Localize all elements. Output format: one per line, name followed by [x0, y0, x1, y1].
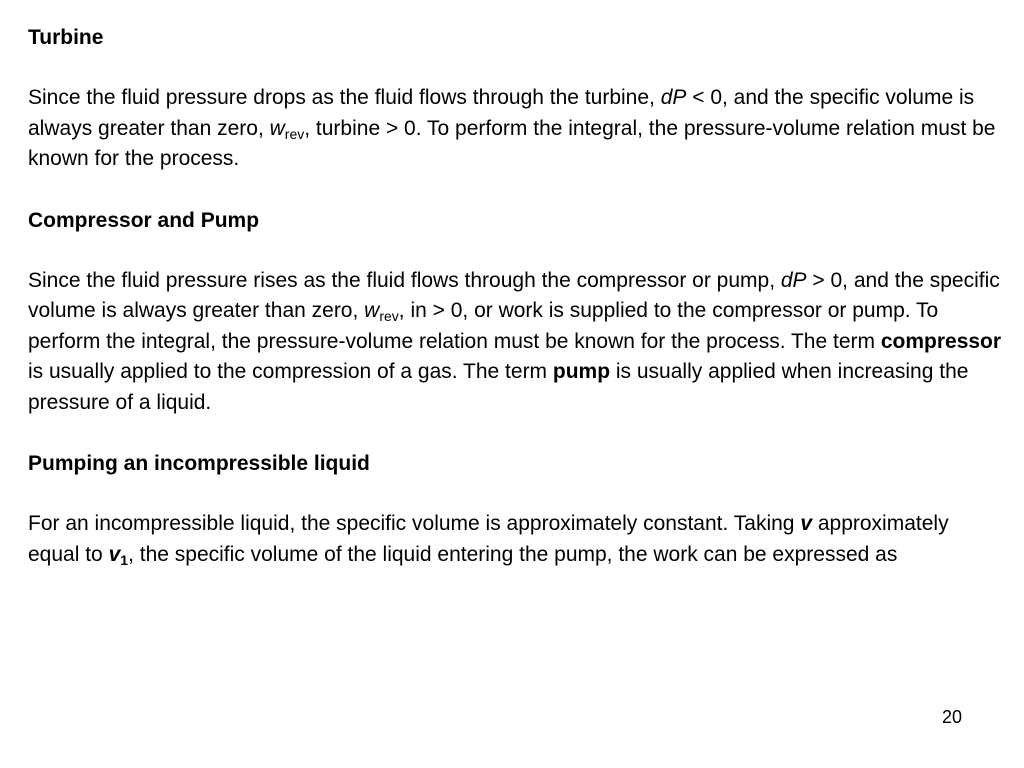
turbine-text-1: Since the fluid pressure drops as the fluid flows through the turbine, — [28, 86, 661, 109]
slide-content — [28, 22, 1003, 570]
compressor-text-1: Since the fluid pressure rises as the fluid flows through the compressor or pump, — [28, 268, 781, 292]
compressor-pump-heading: Compressor and Pump — [28, 208, 260, 232]
rev-subscript: rev — [284, 125, 305, 142]
spacer — [28, 236, 1003, 266]
spacer — [28, 53, 1003, 83]
compressor-term: compressor — [880, 329, 1002, 353]
incompressible-paragraph — [28, 509, 1003, 570]
turbine-paragraph — [28, 83, 1003, 175]
incompressible-text-1: For an incompressible liquid, the specific volume is approximately constant. Taking — [28, 512, 801, 535]
spacer — [28, 418, 1003, 448]
page-number: 20 — [941, 707, 962, 727]
compressor-text-4: is usually applied to the compression of a gas. The term — [28, 360, 553, 383]
rev-subscript: rev — [379, 308, 399, 324]
incompressible-text-2: approximately equal to — [28, 512, 949, 566]
incompressible-heading: Pumping an incompressible liquid — [28, 452, 370, 475]
compressor-pump-paragraph — [28, 266, 1003, 419]
w-symbol: w — [364, 299, 380, 322]
incompressible-text-3: , the specific volume of the liquid entering the pump, the work can be expressed as — [128, 542, 898, 566]
v1-symbol: v — [108, 542, 121, 566]
dP-symbol: dP — [660, 86, 687, 109]
compressor-text-2: > 0, and the specific volume is always greater than zero, — [28, 268, 1000, 322]
pump-term: pump — [552, 360, 611, 383]
v-symbol: v — [800, 512, 813, 535]
turbine-heading: Turbine — [28, 26, 104, 49]
compressor-text-3: , in > 0, or work is supplied to the compressor or pump. To perform the integral, the pressure-volume relation must be known for the process. The term — [28, 299, 939, 353]
spacer — [28, 175, 1003, 205]
dP-symbol: dP — [780, 268, 807, 292]
turbine-text-3: , turbine > 0. To perform the integral, the pressure-volume relation must be known for the process. — [28, 116, 996, 170]
v1-subscript: 1 — [120, 551, 129, 568]
turbine-text-2: < 0, and the specific volume is always greater than zero, — [28, 86, 975, 140]
spacer — [28, 479, 1003, 509]
w-symbol: w — [269, 116, 285, 140]
compressor-text-5: is usually applied when increasing the pressure of a liquid. — [28, 360, 969, 414]
